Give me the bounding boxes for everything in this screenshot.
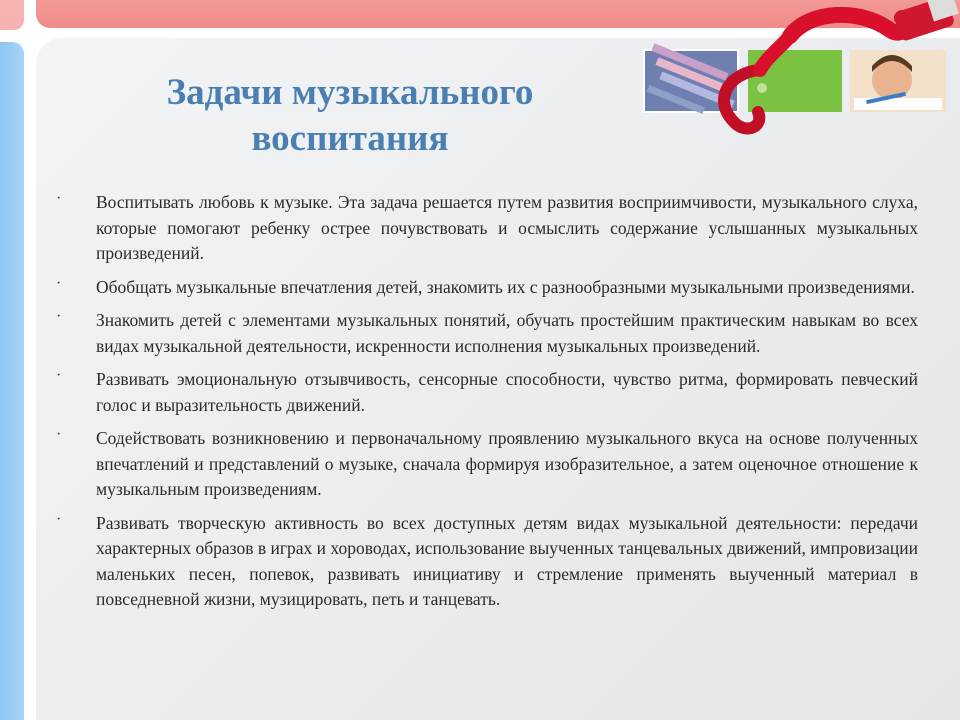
list-item-text: Содействовать возникновению и первоначальному проявлению музыкального вкуса на основе полученных впечатлений и представлений о музыке, сначала формируя изобразительное, а затем оценочное отношение к музыкальным произведениям. [96,428,918,499]
left-decorative-bar [0,42,24,720]
list-item [56,308,918,359]
bullet: · [56,274,62,292]
bullet: · [56,308,62,325]
list-item-text: Обобщать музыкальные впечатления детей, знакомить их с разнообразными музыкальными произведениями. [96,276,915,297]
list-item-text: Знакомить детей с элементами музыкальных понятий, обучать простейшим практическим навыкам во всех видах музыкальной деятельности, искренности исполнения музыкальных произведений. [96,310,918,356]
child-drawing-photo [850,50,946,112]
list-item [56,511,918,613]
list-item [56,367,918,418]
slide-title [100,70,600,162]
bullet: · [56,426,62,443]
list-item [56,190,918,267]
bullet: · [56,367,62,384]
slide-title-line1: Задачи музыкального [166,72,534,113]
list-item-text: Воспитывать любовь к музыке. Эта задача решается путем развития восприимчивости, музыкального слуха, которые помогают ребенку острее почувствовать и осмыслить содержание услышанных музыкальных произведений. [96,192,918,263]
list-item-text: Развивать эмоциональную отзывчивость, сенсорные способности, чувство ритма, формировать певческий голос и выразительность движений. [96,369,918,415]
list-item [56,426,918,503]
list-item-text: Развивать творческую активность во всех доступных детям видах музыкальной деятельности: передачи характерных образов в играх и хороводах, использование выученных танцевальных движений, импровизации маленьких песен, попевок, развивать инициативу и стремление применять выученный материал в повседневной жизни, музицировать, петь и танцевать. [96,512,918,609]
decoration-cluster [640,0,960,140]
list-item [56,275,918,301]
slide-title-line2: воспитания [251,118,449,159]
task-list [56,190,918,621]
bullet: · [56,510,62,528]
corner-accent [0,0,24,30]
bullet: · [56,190,62,207]
